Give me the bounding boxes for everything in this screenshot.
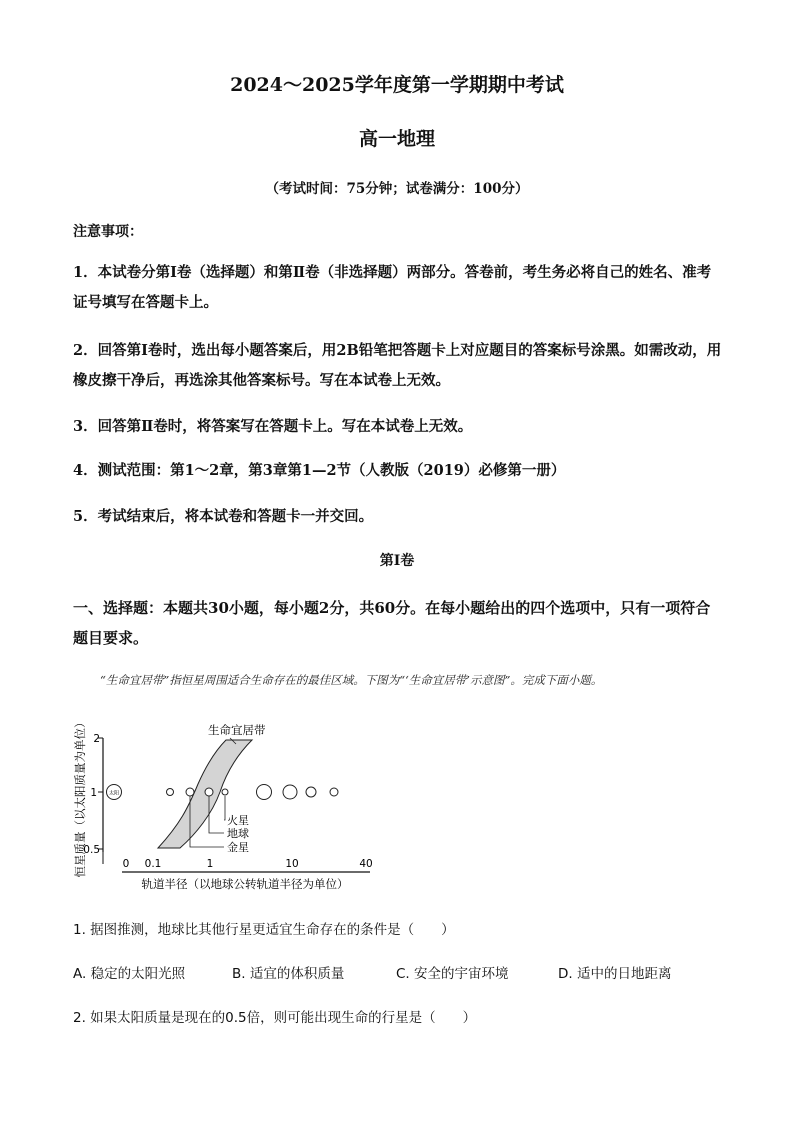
x-tick-label-0-1: 0.1	[144, 858, 162, 870]
habitable-zone-diagram	[70, 712, 390, 897]
planet-uranus	[306, 787, 316, 797]
notice-item-3: 3．回答第Ⅱ卷时，将答案写在答题卡上。写在本试卷上无效。	[73, 418, 473, 435]
planet-neptune	[330, 788, 338, 796]
figure-caption: “生命宜居带”指恒星周围适合生命存在的最佳区域。下图为“‘生命宜居带’示意图”。完成下面小题。	[100, 673, 603, 687]
y-tick-label-1: 1	[90, 787, 97, 799]
x-tick-label-10: 10	[285, 858, 299, 870]
exam-meta: （考试时间：75分钟；试卷满分：100分）	[265, 181, 529, 197]
section-title: 第Ⅰ卷	[379, 553, 415, 569]
notice-heading: 注意事项：	[73, 224, 143, 240]
question-1-option-d[interactable]: D. 适中的日地距离	[558, 966, 672, 982]
question-1-stem: 1. 据图推测，地球比其他行星更适宜生命存在的条件是（ ）	[73, 922, 455, 938]
planet-earth	[205, 788, 213, 796]
venus-label: 金星	[227, 841, 249, 854]
planet-venus	[186, 788, 194, 796]
question-2-stem: 2. 如果太阳质量是现在的0.5倍，则可能出现生命的行星是（ ）	[73, 1010, 477, 1026]
exam-title: 2024～2025学年度第一学期期中考试	[230, 74, 564, 96]
earth-label: 地球	[227, 827, 249, 840]
y-tick-label-2: 2	[93, 733, 100, 745]
exam-subject: 高一地理	[358, 128, 435, 150]
part-heading: 一、选择题：本题共30小题，每小题2分，共60分。在每小题给出的四个选项中，只有一项符合题目要求。	[73, 599, 711, 647]
planet-saturn	[283, 785, 297, 799]
mars-label: 火星	[227, 814, 249, 827]
y-axis-label: 恒星质量（以太阳质量为单位）	[73, 716, 87, 878]
question-1-option-c[interactable]: C. 安全的宇宙环境	[396, 966, 509, 982]
notice-item-5: 5．考试结束后，将本试卷和答题卡一并交回。	[73, 508, 374, 525]
question-1-option-a[interactable]: A. 稳定的太阳光照	[73, 966, 186, 982]
x-tick-label-40: 40	[359, 858, 373, 870]
planet-mars	[222, 789, 228, 795]
mars-leader-line	[224, 796, 225, 820]
habitable-zone-label: 生命宜居带	[208, 723, 266, 737]
question-1-option-b[interactable]: B. 适宜的体积质量	[232, 966, 345, 982]
notice-item-1: 1．本试卷分第Ⅰ卷（选择题）和第Ⅱ卷（非选择题）两部分。答卷前，考生务必将自己的姓名、准考证号填写在答题卡上。	[73, 264, 712, 311]
x-tick-label-1: 1	[206, 858, 214, 870]
x-tick-label-0: 0	[122, 858, 130, 870]
planet-mercury	[167, 789, 174, 796]
notice-item-2: 2．回答第Ⅰ卷时，选出每小题答案后，用2B铅笔把答题卡上对应题目的答案标号涂黑。如需改动，用橡皮擦干净后，再选涂其他答案标号。写在本试卷上无效。	[73, 342, 722, 389]
notice-item-4: 4．测试范围：第1～2章，第3章第1—2节（人教版（2019）必修第一册）	[73, 462, 566, 479]
sun-label: 太阳	[108, 790, 120, 797]
x-axis-label: 轨道半径（以地球公转轨道半径为单位）	[141, 877, 349, 891]
planet-jupiter	[257, 785, 272, 800]
y-tick-label-0-5: 0.5	[83, 844, 100, 856]
